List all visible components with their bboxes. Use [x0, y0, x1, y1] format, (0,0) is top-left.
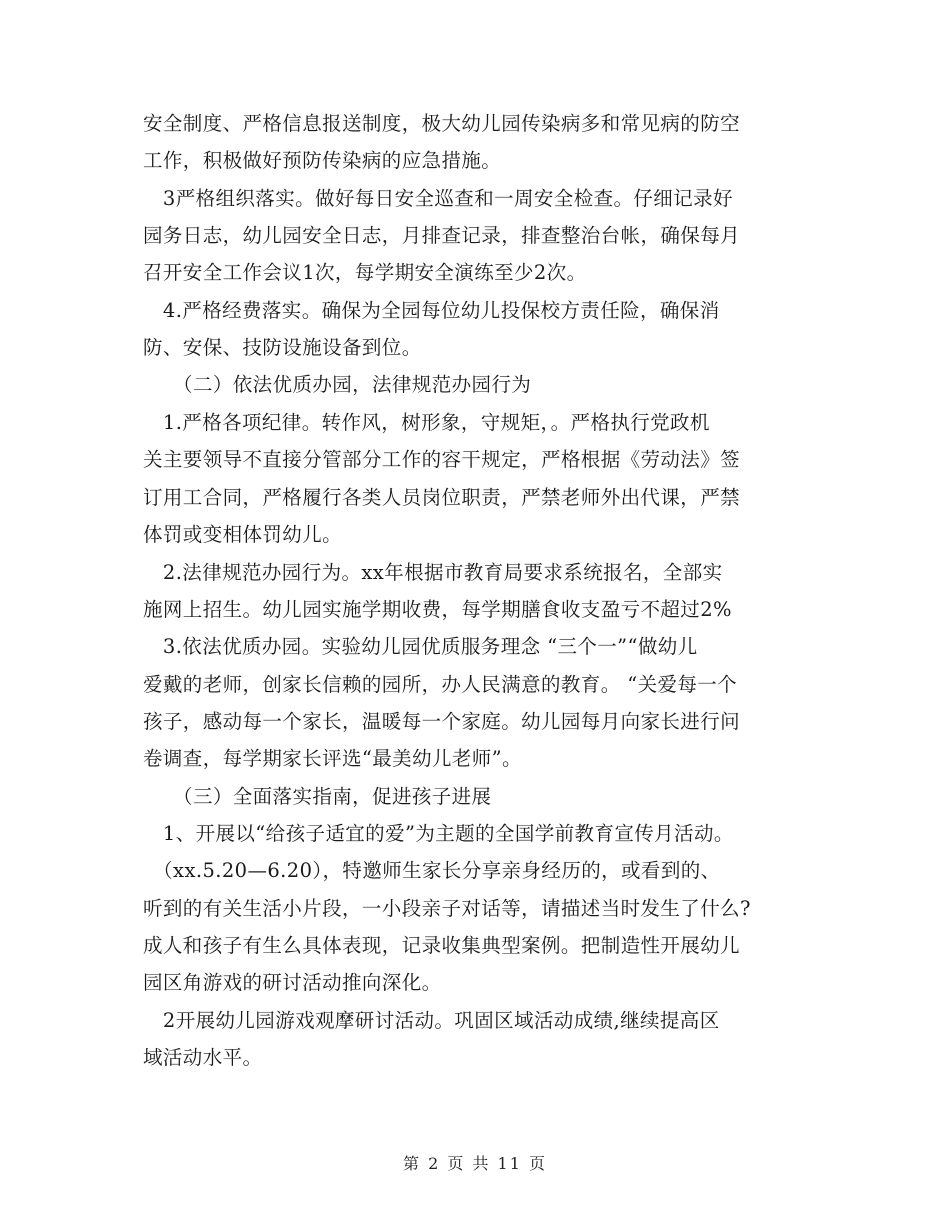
section-heading: （二）依法优质办园，法律规范办园行为 [143, 373, 532, 396]
text-line: 园区角游戏的研讨活动推向深化。 [143, 971, 442, 994]
text-line: 召开安全工作会议1次，每学期安全演练至少2次。 [143, 261, 587, 284]
text-line: 安全制度、严格信息报送制度，极大幼儿园传染病多和常见病的防空 [143, 112, 741, 135]
text-line: 工作，积极做好预防传染病的应急措施。 [143, 149, 502, 172]
text-line: 订用工合同，严格履行各类人员岗位职责，严禁老师外出代课，严禁 [143, 486, 741, 509]
text-line: 域活动水平。 [143, 1046, 263, 1069]
text-line: 成人和孩子有生么具体表现，记录收集典型案例。把制造性开展幼儿 [143, 934, 741, 957]
text-line: 防、安保、技防设施设备到位。 [143, 336, 422, 359]
section-heading: （三）全面落实指南，促进孩子进展 [143, 785, 492, 808]
text-line: 2开展幼儿园游戏观摩研讨活动。巩固区域活动成绩,继续提高区 [143, 1009, 720, 1032]
text-line: 园务日志，幼儿园安全日志，月排查记录，排查整治台帐，确保每月 [143, 224, 741, 247]
text-line: 体罚或变相体罚幼儿。 [143, 523, 343, 546]
text-line: 爱戴的老师，创家长信赖的园所，办人民满意的教育。 “关爱每一个 [143, 673, 738, 696]
text-line: 3.依法优质办园。实验幼儿园优质服务理念 “三个一”“做幼儿 [143, 635, 698, 658]
text-line: 听到的有关生活小片段，一小段亲子对话等，请描述当时发生了什么? [143, 897, 751, 920]
text-line: 1、开展以“给孩子适宜的爱”为主题的全国学前教育宣传月活动。 [143, 822, 734, 845]
page-number-footer: 第 2 页 共 11 页 [403, 1154, 547, 1173]
text-line: 1.严格各项纪律。转作风，树形象，守规矩，。严格执行党政机 [143, 411, 710, 434]
text-line: 2.法律规范办园行为。xx年根据市教育局要求系统报名，全部实 [143, 561, 723, 584]
text-line: （xx.5.20—6.20），特邀师生家长分享亲身经历的，或看到的、 [143, 859, 721, 882]
text-line: 施网上招生。幼儿园实施学期收费，每学期膳食收支盈亏不超过2% [143, 598, 732, 621]
text-line: 4.严格经费落实。确保为全园每位幼儿投保校方责任险，确保消 [143, 299, 720, 322]
text-line: 卷调查，每学期家长评选“最美幼儿老师”。 [143, 747, 522, 770]
text-line: 关主要领导不直接分管部分工作的容干规定，严格根据《劳动法》签 [143, 448, 741, 471]
text-line: 3严格组织落实。做好每日安全巡查和一周安全检查。仔细记录好 [143, 187, 733, 210]
text-line: 孩子，感动每一个家长，温暖每一个家庭。幼儿园每月向家长进行问 [143, 710, 741, 733]
